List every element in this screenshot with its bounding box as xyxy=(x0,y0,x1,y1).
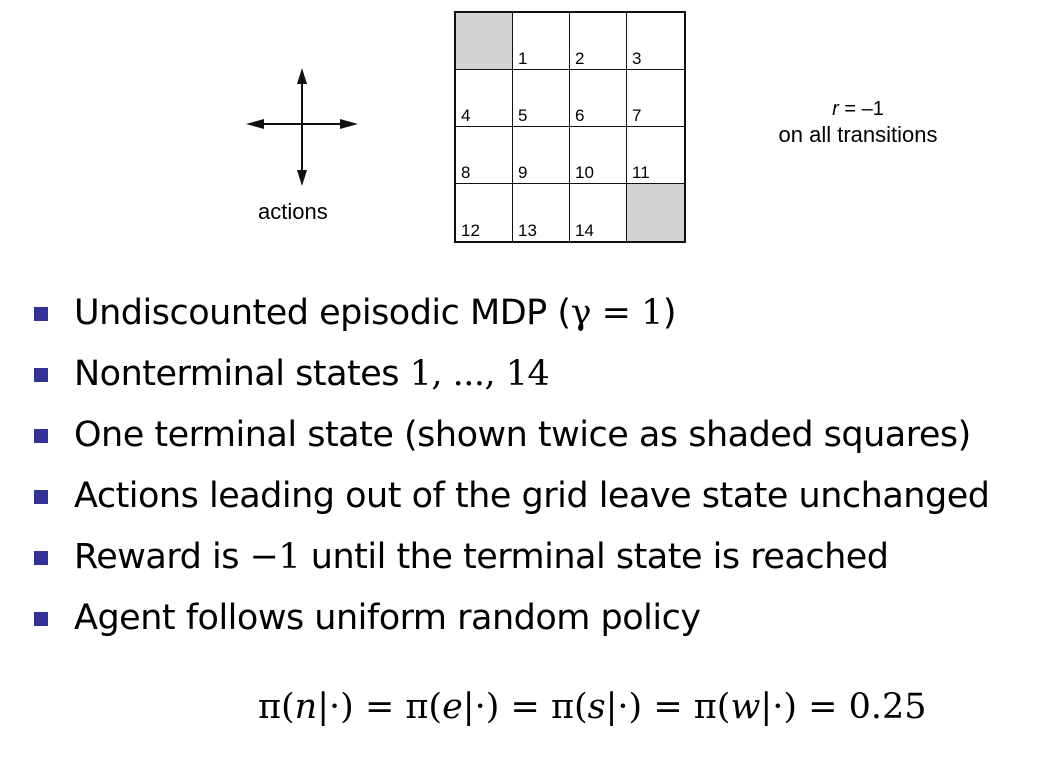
cell-label: 11 xyxy=(632,163,650,182)
action-symbol: s xyxy=(587,687,606,727)
paren-open: ( xyxy=(281,687,295,727)
grid-cell xyxy=(513,184,570,241)
equals-sign: = xyxy=(797,687,849,727)
action-symbol: w xyxy=(730,687,761,727)
cell-label: 4 xyxy=(461,106,471,125)
cell-label: 13 xyxy=(518,221,537,240)
bullet-item xyxy=(0,527,1052,587)
paren-open: ( xyxy=(428,687,443,727)
grid-cell xyxy=(456,127,513,184)
paren-open: ( xyxy=(573,687,588,727)
grid-cell xyxy=(627,70,684,127)
bullet-marker-icon xyxy=(34,429,48,443)
bar: | xyxy=(760,687,773,727)
bullet-item xyxy=(0,283,1052,343)
bar: | xyxy=(605,687,618,727)
cell-label: 8 xyxy=(461,163,471,182)
policy-formula xyxy=(258,682,927,732)
bullet-item xyxy=(0,405,1052,465)
cell-label: 10 xyxy=(575,163,594,182)
pi-symbol: π xyxy=(405,687,429,727)
grid-cell xyxy=(627,127,684,184)
bullet-marker-icon xyxy=(34,307,48,321)
action-symbol: e xyxy=(442,687,463,727)
bullet-item xyxy=(0,588,1052,648)
equals-sign: = xyxy=(353,687,406,727)
actions-label: actions xyxy=(258,199,328,224)
dot-symbol: · xyxy=(772,687,784,727)
terminal-cell xyxy=(456,13,513,70)
equals-sign: = xyxy=(499,687,551,727)
cell-label: 12 xyxy=(461,221,480,240)
grid-cell xyxy=(513,127,570,184)
bullet-math: γ = 1 xyxy=(570,293,663,333)
paren-close: ) xyxy=(340,687,354,727)
bullet-text-main: Actions leading out of the grid leave state unchanged xyxy=(74,476,990,516)
bullet-text-main: One terminal state (shown twice as shaded squares) xyxy=(74,415,971,455)
grid-cell xyxy=(570,70,627,127)
cell-label: 6 xyxy=(575,106,585,125)
bullet-text-tail: until the terminal state is reached xyxy=(300,537,889,577)
bar: | xyxy=(462,687,475,727)
bullet-marker-icon xyxy=(34,490,48,504)
pi-symbol: π xyxy=(693,687,717,727)
grid-cell xyxy=(513,13,570,70)
grid-cell xyxy=(456,70,513,127)
paren-close: ) xyxy=(628,687,643,727)
gridworld-figure xyxy=(0,0,1052,260)
grid-cell xyxy=(513,70,570,127)
paren-open: ( xyxy=(716,687,731,727)
reward-note xyxy=(750,96,966,148)
cell-label: 14 xyxy=(575,221,594,240)
cell-label: 2 xyxy=(575,49,585,68)
bullet-text xyxy=(74,291,676,335)
bullet-math: 1, ..., 14 xyxy=(409,354,550,394)
bullet-item xyxy=(0,344,1052,404)
policy-value: 0.25 xyxy=(848,687,927,727)
pi-symbol: π xyxy=(258,687,282,727)
cell-label: 5 xyxy=(518,106,528,125)
grid-cell xyxy=(570,13,627,70)
bullet-text-tail: ) xyxy=(662,293,676,333)
bullet-text-main: Agent follows uniform random policy xyxy=(74,598,701,638)
reward-description: on all transitions xyxy=(778,122,938,147)
reward-equation: r = –1 xyxy=(832,98,884,120)
grid-cell xyxy=(456,184,513,241)
pi-symbol: π xyxy=(550,687,574,727)
cell-label: 3 xyxy=(632,49,642,68)
bullet-text-main: Undiscounted episodic MDP ( xyxy=(74,293,571,333)
bullet-math: −1 xyxy=(249,537,301,577)
bullet-marker-icon xyxy=(34,551,48,565)
dot-symbol: · xyxy=(329,687,341,727)
bullet-text xyxy=(74,352,549,396)
cell-label: 7 xyxy=(632,106,642,125)
bullet-item xyxy=(0,466,1052,526)
bullet-text-main: Reward is xyxy=(74,537,250,577)
bullet-text xyxy=(74,474,989,518)
bullet-marker-icon xyxy=(34,612,48,626)
dot-symbol: · xyxy=(474,687,486,727)
grid-cell xyxy=(570,184,627,241)
actions-arrows-icon xyxy=(244,66,360,188)
action-symbol: n xyxy=(294,687,318,727)
bullet-text-main: Nonterminal states xyxy=(74,354,410,394)
dot-symbol: · xyxy=(617,687,629,727)
grid-cell xyxy=(627,13,684,70)
bullet-text xyxy=(74,535,889,579)
paren-close: ) xyxy=(485,687,500,727)
cell-label: 1 xyxy=(518,49,528,68)
terminal-cell xyxy=(627,184,684,241)
bullet-text xyxy=(74,413,971,457)
paren-close: ) xyxy=(783,687,797,727)
grid-cell xyxy=(570,127,627,184)
equals-sign: = xyxy=(642,687,694,727)
bullet-marker-icon xyxy=(34,368,48,382)
bar: | xyxy=(317,687,330,727)
bullet-text xyxy=(74,596,701,640)
cell-label: 9 xyxy=(518,163,528,182)
gridworld-grid xyxy=(454,11,686,243)
